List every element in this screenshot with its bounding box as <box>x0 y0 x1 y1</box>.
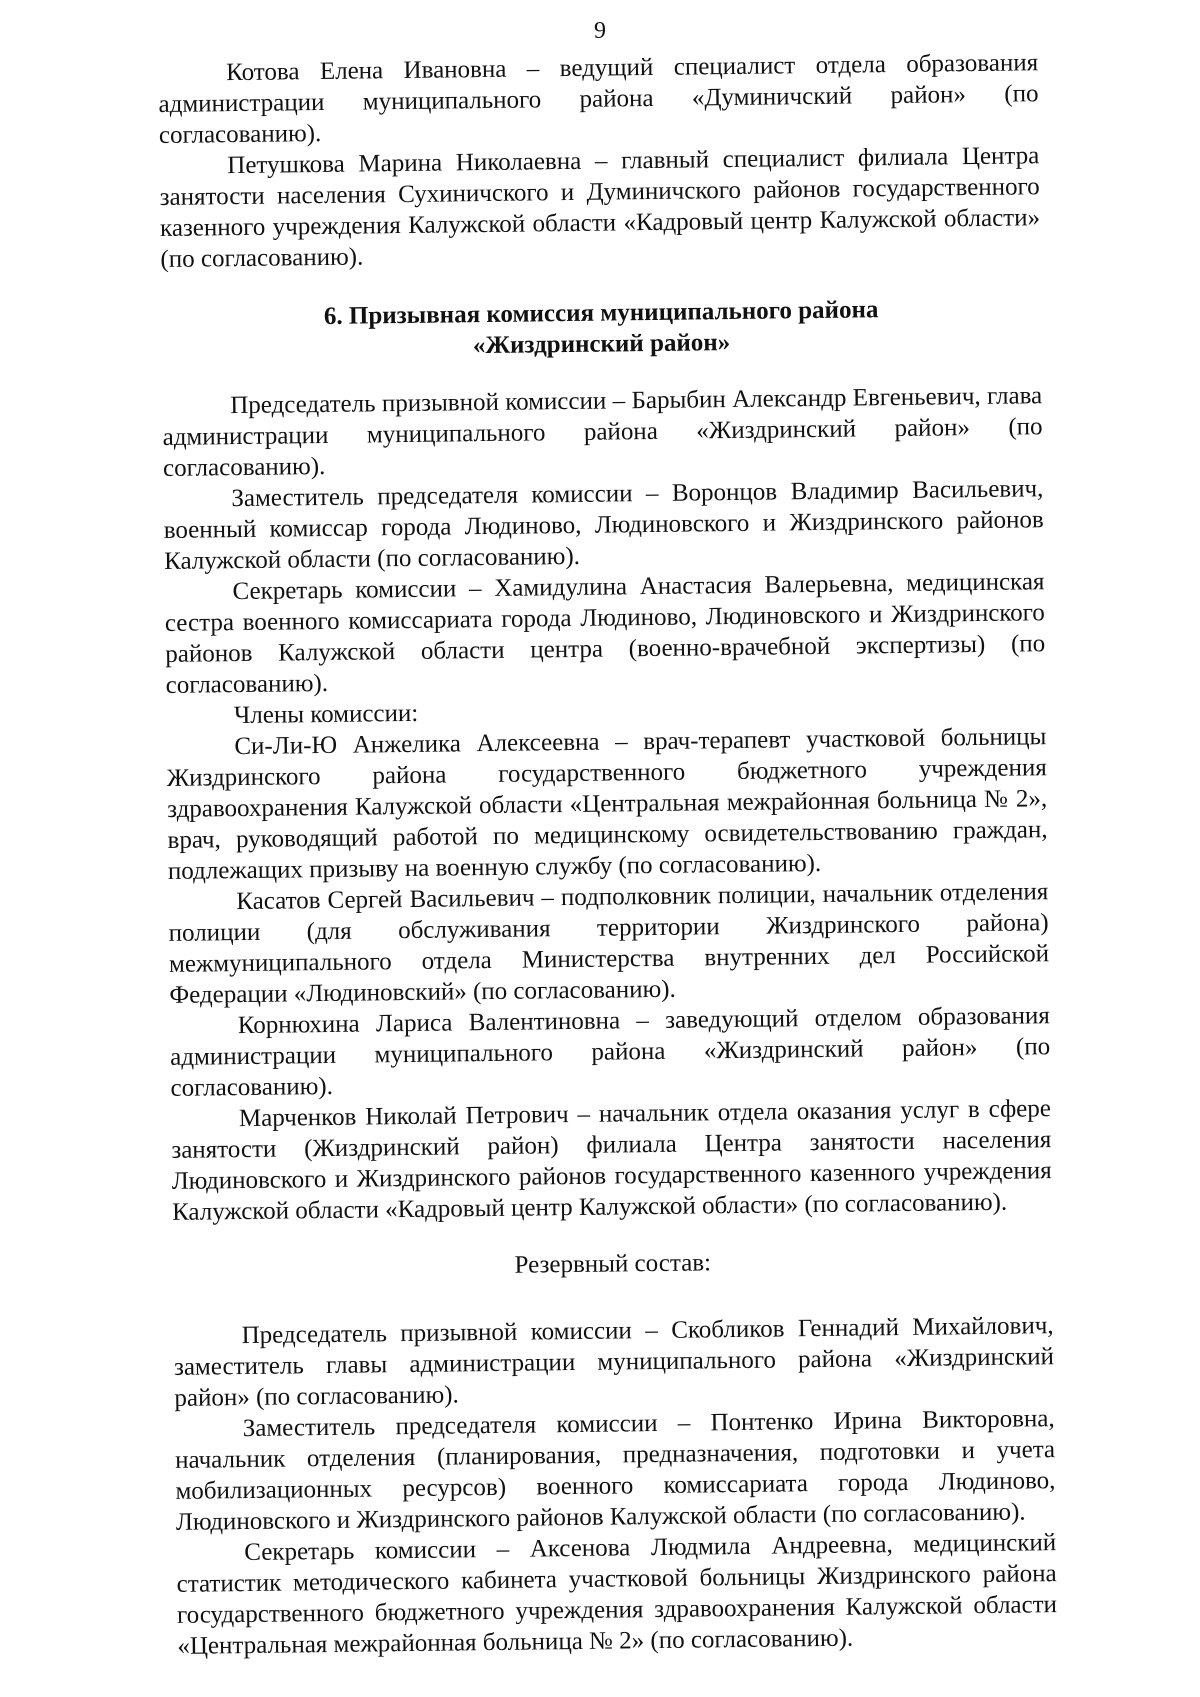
member-paragraph-3: Корнюхина Лариса Валентиновна – заведующий отделом образования администрации муниципального района «Жиздринский район» (по согласованию). <box>170 1002 1051 1102</box>
reserve-label: Резервный состав: <box>514 1249 712 1279</box>
section-title-line-2: «Жиздринский район» <box>472 329 731 360</box>
section-title-line-1: 6. Призывная комиссия муниципального района <box>323 296 879 330</box>
member-paragraph-2: Касатов Сергей Васильевич – подполковник полиции, начальник отделения полиции (для обслуживания территории Жиздринского района) межмуниципального отдела Министерства внутренних дел Российской Федерации «Людиновский» (по согласованию). <box>168 878 1050 1009</box>
intro-paragraph-2: Петушкова Марина Николаевна – главный специалист филиала Центра занятости населения Сухиничского и Думиничского районов государственного казенного учреждения Калужской области «Кадровый центр Калужской области» (по согласованию). <box>159 142 1041 273</box>
member-paragraph-1: Си-Ли-Ю Анжелика Алексеевна – врач-терапевт участковой больницы Жиздринского района государственного бюджетного учреждения здравоохранения Калужской области «Центральная межрайонная больница № 2», врач, руководящий работой по медицинскому освидетельствованию граждан, подлежащих призыву на военную службу (по согласованию). <box>166 723 1048 885</box>
member-paragraph-4: Марченков Николай Петрович – начальник отдела оказания услуг в сфере занятости (Жиздринский район) филиала Центра занятости населения Людиновского и Жиздринского районов государственного казенного учреждения Калужской области «Кадровый центр Калужской области» (по согласованию). <box>171 1095 1052 1226</box>
members-label: Члены комиссии: <box>233 699 419 730</box>
reserve-paragraph-2: Заместитель председателя комиссии – Понтенко Ирина Викторовна, начальник отделения (планирования, предназначения, подготовки и учета мобилизационных ресурсов) военного комиссариата города Людиново, Людиновского и Жиздринского районов Калужской области (по согласованию). <box>174 1405 1056 1536</box>
secretary-paragraph: Секретарь комиссии – Хамидулина Анастасия Валерьевна, медицинская сестра военного комиссариата города Людиново, Людиновского и Жиздринского районов Калужской области центра (военно-врачебной экспертизы) (по согласованию). <box>164 568 1046 699</box>
reserve-paragraph-1: Председатель призывной комиссии – Скобликов Геннадий Михайлович, заместитель главы администрации муниципального района «Жиздринский район» (по согласованию). <box>173 1312 1055 1412</box>
document-body <box>158 47 1058 1662</box>
chair-paragraph: Председатель призывной комиссии – Барыбин Александр Евгеньевич, глава администрации муниципального района «Жиздринский район» (по согласованию). <box>162 382 1043 482</box>
deputy-paragraph: Заместитель председателя комиссии – Воронцов Владимир Васильевич, военный комиссар города Людиново, Людиновского и Жиздринского районов Калужской области (по согласованию). <box>163 475 1044 575</box>
reserve-paragraph-3: Секретарь комиссии – Аксенова Людмила Андреевна, медицинский статистик методического кабинета участковой больницы Жиздринского района государственного бюджетного учреждения здравоохранения Калужской области «Центральная межрайонная больница № 2» (по согласованию). <box>176 1529 1058 1660</box>
page-number: 9 <box>594 18 606 44</box>
intro-paragraph-1: Котова Елена Ивановна – ведущий специалист отдела образования администрации муниципального района «Думиничский район» (по согласованию). <box>158 49 1039 149</box>
section-heading <box>161 292 1042 365</box>
